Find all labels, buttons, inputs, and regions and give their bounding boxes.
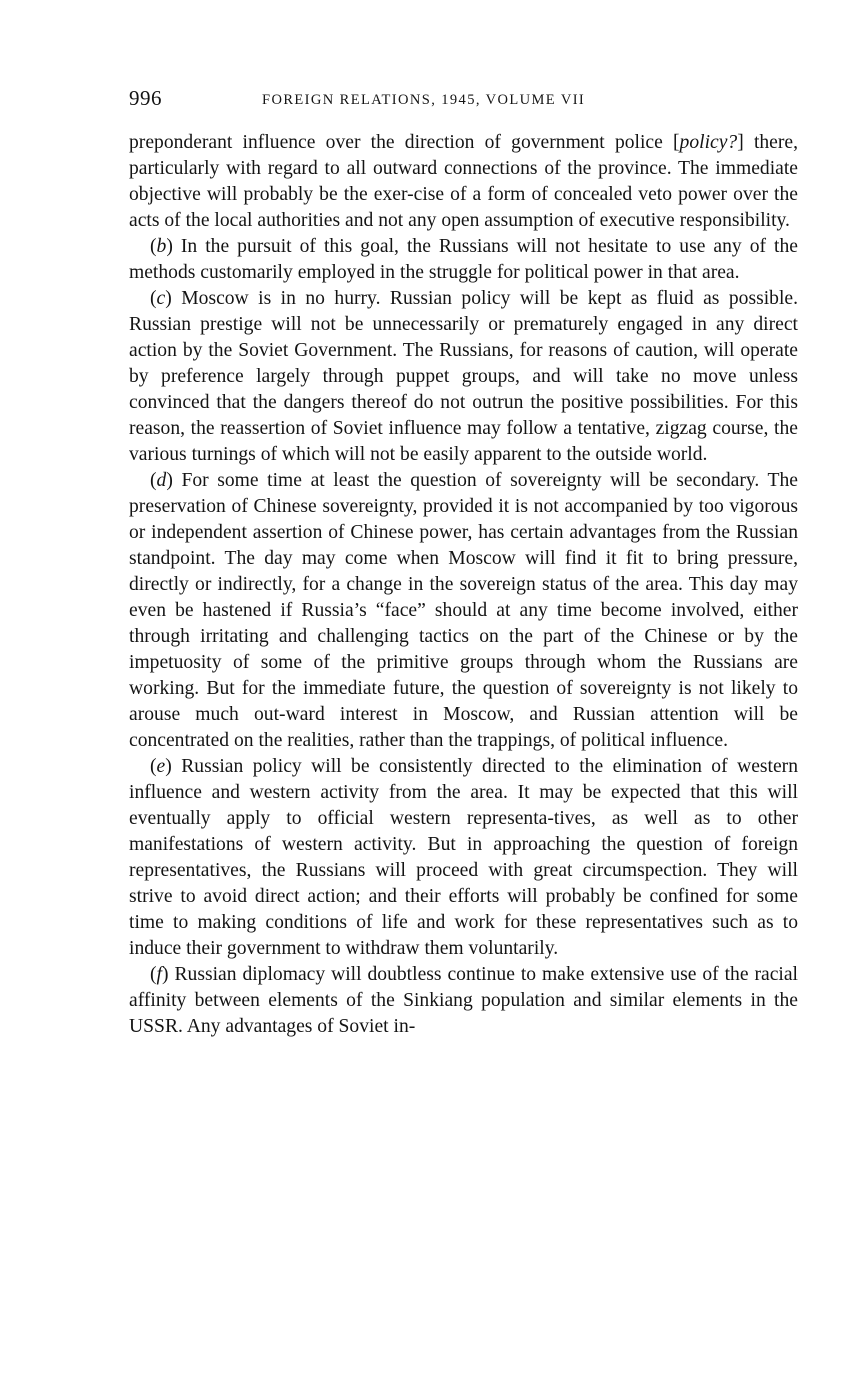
item-label: (b) [150,236,173,257]
item-letter: d [156,470,167,491]
paragraph-b [129,234,798,286]
paragraph-f [129,962,798,1040]
item-letter: f [156,964,162,985]
item-label: (e) [150,756,172,777]
item-label: (c) [150,288,172,309]
paragraph-continued [129,130,798,234]
paragraph-text: Moscow is in no hurry. Russian policy will be kept as fluid as possible. Russian prestige will not be unnecessarily or prematurely engaged in any direct action by the Soviet Government. The Russians, for reasons of caution, will operate by preference largely through puppet groups, and will take no move unless convinced that the dangers thereof do not outrun the positive possibilities. For this reason, the reassertion of Soviet influence may follow a tentative, zigzag course, the various turnings of which will not be easily apparent to the outside world. [129,288,798,465]
page-header [129,86,798,116]
paragraph-text: For some time at least the question of sovereignty will be secondary. The preservation of Chinese sovereignty, provided it is not accompanied by too vigorous or independent assertion of Chinese power, has certain advantages from the Russian standpoint. The day may come when Moscow will find it fit to bring pressure, directly or indirectly, for a change in the sovereign status of the area. This day may even be hastened if Russia’s “face” should at any time become involved, either through irritating and challenging tactics on the part of the Chinese or by the impetuosity of some of the primitive groups through whom the Russians are working. But for the immediate future, the question of sovereignty is not likely to arouse much out-ward interest in Moscow, and Russian attention will be concentrated on the realities, rather than the trappings, of political influence. [129,470,798,751]
paragraph-text-start: preponderant influence over the direction of government police [ [129,132,680,153]
paragraph-c [129,286,798,468]
editorial-insertion: policy? [679,132,738,153]
paragraph-text: In the pursuit of this goal, the Russians will not hesitate to use any of the methods customarily employed in the struggle for political power in that area. [129,236,798,283]
paragraph-text-end: ] there, particularly with regard to all outward connections of the province. The immediate objective will probably be the exer-cise of a form of concealed veto power over the acts of the local authorities and not any open assumption of executive responsibility. [129,132,798,231]
page-number: 996 [129,86,162,110]
body-text [129,130,798,1040]
item-letter: c [156,288,166,309]
paragraph-e [129,754,798,962]
item-letter: b [156,236,167,257]
paragraph-text: Russian diplomacy will doubtless continue to make extensive use of the racial affinity between elements of the Sinkiang population and similar elements in the USSR. Any advantages of Soviet in- [129,964,798,1037]
paragraph-d [129,468,798,754]
item-label: (f) [150,964,169,985]
running-head: FOREIGN RELATIONS, 1945, VOLUME VII [262,92,586,108]
item-letter: e [156,756,166,777]
item-label: (d) [150,470,173,491]
paragraph-text: Russian policy will be consistently directed to the elimination of western influence and western activity from the area. It may be expected that this will eventually apply to official western representa-tives, as well as to other manifestations of western activity. But in approaching the question of foreign representatives, the Russians will proceed with great circumspection. They will strive to avoid direct action; and their efforts will probably be confined for some time to making conditions of life and work for these representatives such as to induce their government to withdraw them voluntarily. [129,756,798,959]
